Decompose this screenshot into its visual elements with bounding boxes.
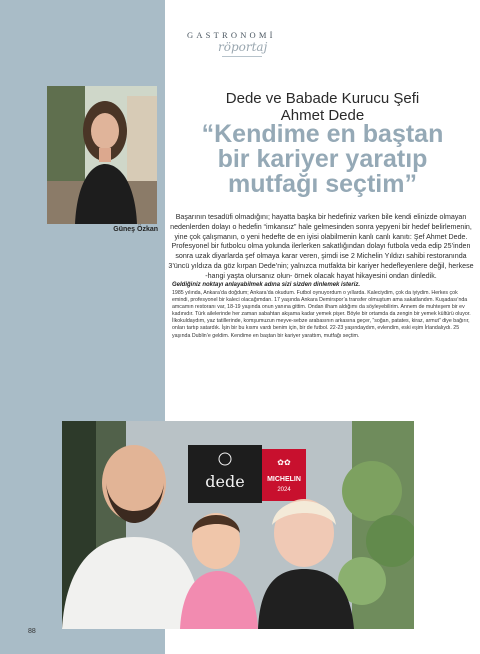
restaurant-sign-text: dede [205,472,245,491]
interview-answer: 1985 yılında, Ankara’da doğdum; Ankara’da okudum. Futbol oynuyordum o yıllarda. Kaleciydim, çok da iyiydim. Herkes çok emindi, profesyonel bir kaleci olacağımdan. 17 yaşında Ankara Demirspor’a transfer olmuştum ama sakatlandım. Kuşadası’nda amcamın restoranı var, 18-19 yaşında onun yanına gittim. Ondan ilham aldığımı da söyleyebilirim. Annem de muhteşem bir ev kadınıdır. Türk ailelerinde her zaman sabahtan akşama kadar yemek pişer. Böyle bir ortamda da zengin bir yemek kültürü oluyor. İlkokuldaydım, yaz tatillerinde, komşumuzun meyve-sebze arabasının arkasına geçer, “soğan, patates, kiraz, armut” diye bağırır, onları tartıp satardık. İşin bir bu kısmı vardı benim için, bir de futbol. 22-23 yaşındaydım, evlendim, eski eşim İrlandalıydı. 25 yaşında Dublin’e geldim. Kendime en baştan bir kariyer yarattım, mutfağı seçtim. [172,290,471,339]
quote-line-1: “Kendime en baştan [201,120,444,148]
lead-paragraph: Başarının tesadüfi olmadığını; hayatta başka bir hedefiniz varken bile kendi elinizde olmayan nedenlerden dolayı o hedefin “imkansız” hale gelmesinden sonra yepyeni bir hedef belirlemenin, yine çok çalışmanın, o yeni hedefte de en iyisi olabilmenin kanlı canlı kanıtı: Şef Ahmet Dede. Profesyonel bir futbolcu olma yolunda ilerlerken sakatlığından dolayı futbola veda edip 25’inden sonra uzak diyarlarda şef olmaya karar veren, şimdi ise 2 Michelin Yıldızı sahibi restoranında 3’üncü yıldıza da göz kırpan Dede’nin; yalnızca mutfakta bir kariyer hedefleyenlere değil, herkese -hangi yaşta olursanız olun- örnek olacak hayat hikayesini ondan dinledik. [168,213,474,280]
quote-line-3: mutfağı seçtim” [228,170,417,198]
interview-question: Geldiğiniz noktayı anlayabilmek adına sizi sizden dinlemek isteriz. [172,282,361,288]
author-portrait [47,86,157,224]
chef-family-photo [62,421,414,629]
photo-illustration [62,421,414,629]
portrait-illustration [47,86,157,224]
author-name: Güneş Özkan [113,226,158,233]
page-number: 88 [28,628,36,635]
headline-line-2: Ahmet Dede [280,107,365,124]
michelin-plaque-label: MICHELIN [267,476,301,483]
section-divider [222,56,262,57]
headline [165,90,480,124]
pull-quote [165,122,480,197]
section-title: GASTRONOMİ [187,30,276,40]
quote-line-2: bir kariyer yaratıp [217,145,428,173]
headline-line-1: Dede ve Babade Kurucu Şefi [225,90,420,107]
michelin-star-icon: ✿✿ [277,458,291,467]
michelin-plaque-year: 2024 [277,487,291,493]
section-subtitle: röportaj [218,40,268,54]
